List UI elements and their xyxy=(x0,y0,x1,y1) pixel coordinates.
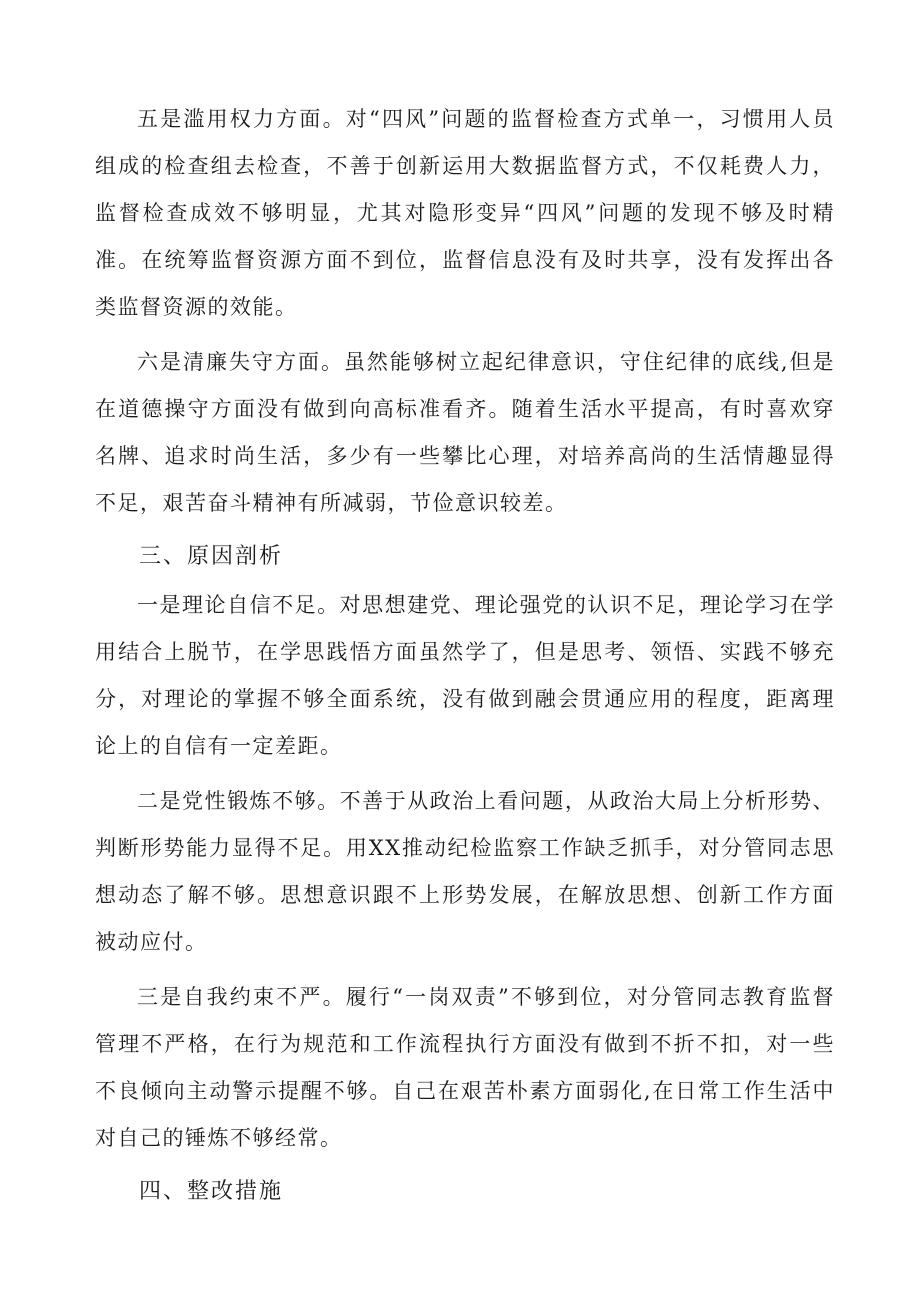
paragraph-self-discipline: 三是自我约束不严。履行“一岗双责”不够到位，对分管同志教育监督管理不严格，在行为规范和工作流程执行方面没有做到不折不扣，对一些不良倾向主动警示提醒不够。自己在艰苦朴素方面弱化,在日常工作生活中对自己的锤炼不够经常。 xyxy=(95,985,835,1150)
section-heading-cause-analysis: 三、原因剖析 xyxy=(139,544,284,569)
paragraph-party-training: 二是党性锻炼不够。不善于从政治上看问题，从政治大局上分析形势、判断形势能力显得不足。用XX推动纪检监察工作缺乏抓手，对分管同志思想动态了解不够。思想意识跟不上形势发展，在解放思想、创新工作方面被动应付。 xyxy=(95,789,835,954)
section-heading-rectification: 四、整改措施 xyxy=(139,1179,284,1204)
paragraph-abuse-of-power: 五是滥用权力方面。对“四风”问题的监督检查方式单一，习惯用人员组成的检查组去检查，不善于创新运用大数据监督方式，不仅耗费人力，监督检查成效不够明显，尤其对隐形变异“四风”问题的发现不够及时精准。在统筹监督资源方面不到位，监督信息没有及时共享，没有发挥出各类监督资源的效能。 xyxy=(95,107,835,319)
paragraph-gap xyxy=(95,966,835,974)
paragraph-integrity: 六是清廉失守方面。虽然能够树立起纪律意识，守住纪律的底线,但是在道德操守方面没有做到向高标准看齐。随着生活水平提高，有时喜欢穿名牌、追求时尚生活，多少有一些攀比心理，对培养高尚的生活情趣显得不足，艰苦奋斗精神有所减弱，节俭意识较差。 xyxy=(95,350,835,515)
paragraph-gap xyxy=(95,331,835,339)
paragraph-gap xyxy=(95,770,835,778)
paragraph-theory-confidence: 一是理论自信不足。对思想建党、理论强党的认识不足，理论学习在学用结合上脱节，在学思践悟方面虽然学了，但是思考、领悟、实践不够充分，对理论的掌握不够全面系统，没有做到融会贯通应用的程度，距离理论上的自信有一定差距。 xyxy=(95,593,835,758)
document-page xyxy=(95,96,835,1215)
